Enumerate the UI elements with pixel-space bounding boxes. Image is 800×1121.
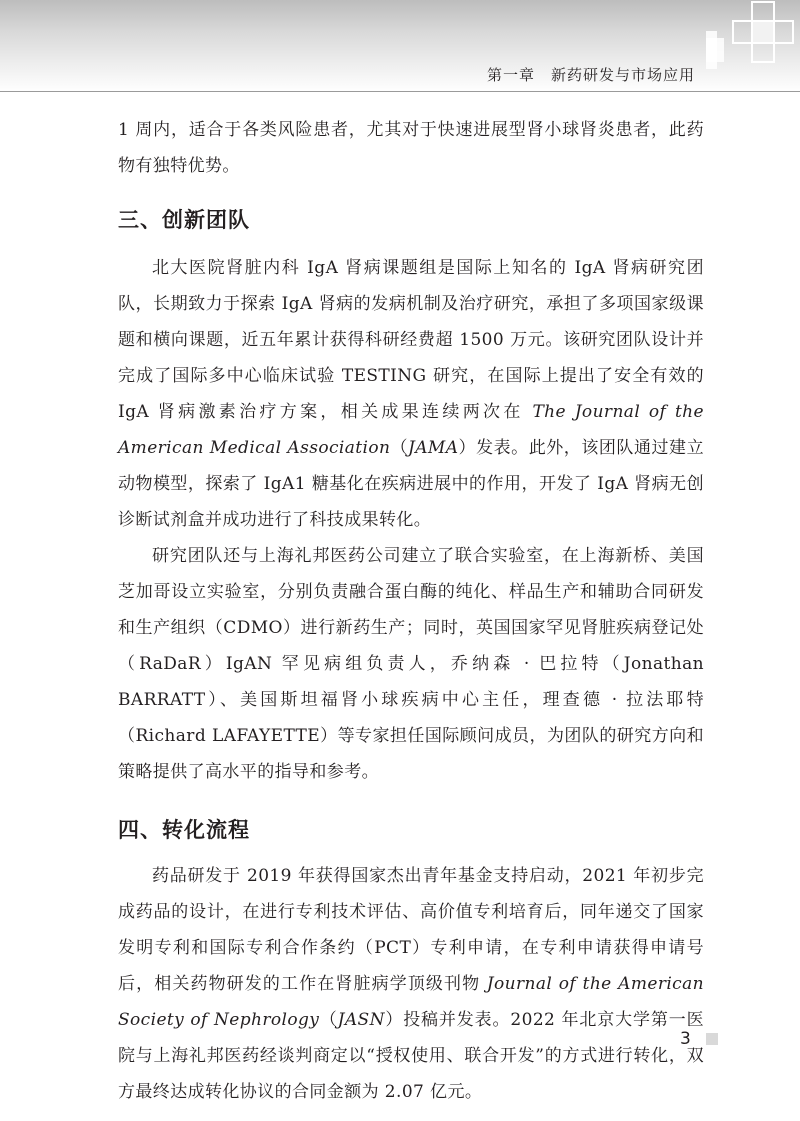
page-number-marker (706, 1033, 718, 1045)
continued-paragraph: 1 周内，适合于各类风险患者，尤其对于快速进展型肾小球肾炎患者，此药物有独特优势。 (118, 120, 704, 176)
team-p1-text-a: 北大医院肾脏内科 IgA 肾病课题组是国际上知名的 IgA 肾病研究团队，长期致力于探索 IgA 肾病的发病机制及治疗研究，承担了多项国家级课题和横向课题，近五年累计获得科研经费超 1500 万元。该研究团队设计并完成了国际多中心临床试验 TESTING 研究，在国际上提出了安全有效的 IgA 肾病激素治疗方案，相关成果连续两次在 (118, 258, 704, 422)
team-paragraph-2: 研究团队还与上海礼邦医药公司建立了联合实验室，在上海新桥、美国芝加哥设立实验室，分别负责融合蛋白酶的纯化、样品生产和辅助合同研发和生产组织（CDMO）进行新药生产；同时，英国国家罕见肾脏疾病登记处（RaDaR）IgAN 罕见病组负责人，乔纳森 · 巴拉特（Jonathan BARRATT）、美国斯坦福肾小球疾病中心主任，理查德 · 拉法耶特（Richard LAFAYETTE）等专家担任国际顾问成员，为团队的研究方向和策略提供了高水平的指导和参考。 (118, 546, 704, 782)
header-rule (0, 91, 800, 92)
section-heading-transfer-process: 四、转化流程 (118, 818, 250, 842)
running-head: 第一章 新药研发与市场应用 (486, 66, 695, 84)
jama-journal-title: The Journal of the American Medical Association (118, 402, 704, 458)
process-p1-text-a: 药品研发于 2019 年获得国家杰出青年基金支持启动，2021 年初步完成药品的设计，在进行专利技术评估、高价值专利培育后，同年递交了国家发明专利和国际专利合作条约（PCT）专利申请，在专利申请获得申请号后，相关药物研发的工作在肾脏病学顶级刊物 (118, 866, 704, 994)
page-number: 3 (680, 1029, 691, 1049)
team-p1-paren-open: （ (390, 438, 408, 458)
section-heading-innovation-team: 三、创新团队 (118, 208, 250, 232)
jasn-journal-title: Journal of the American Society of Nephrology (118, 974, 704, 1030)
medical-cross-icon (706, 0, 800, 80)
jasn-abbreviation: JASN (337, 1010, 385, 1030)
jama-abbreviation: JAMA (408, 438, 459, 458)
process-p1-paren-open: （ (319, 1010, 338, 1030)
page-body (118, 112, 704, 1110)
process-p1-text-b: ）投稿并发表。2022 年北京大学第一医院与上海礼邦医药经谈判商定以“授权使用、联合开发”的方式进行转化，双方最终达成转化协议的合同金额为 2.07 亿元。 (118, 1010, 705, 1102)
team-p1-text-b: ）发表。此外，该团队通过建立动物模型，探索了 IgA1 糖基化在疾病进展中的作用，开发了 IgA 肾病无创诊断试剂盒并成功进行了科技成果转化。 (118, 438, 704, 530)
process-paragraph-1 (118, 858, 704, 1110)
team-paragraph-1 (118, 250, 704, 538)
